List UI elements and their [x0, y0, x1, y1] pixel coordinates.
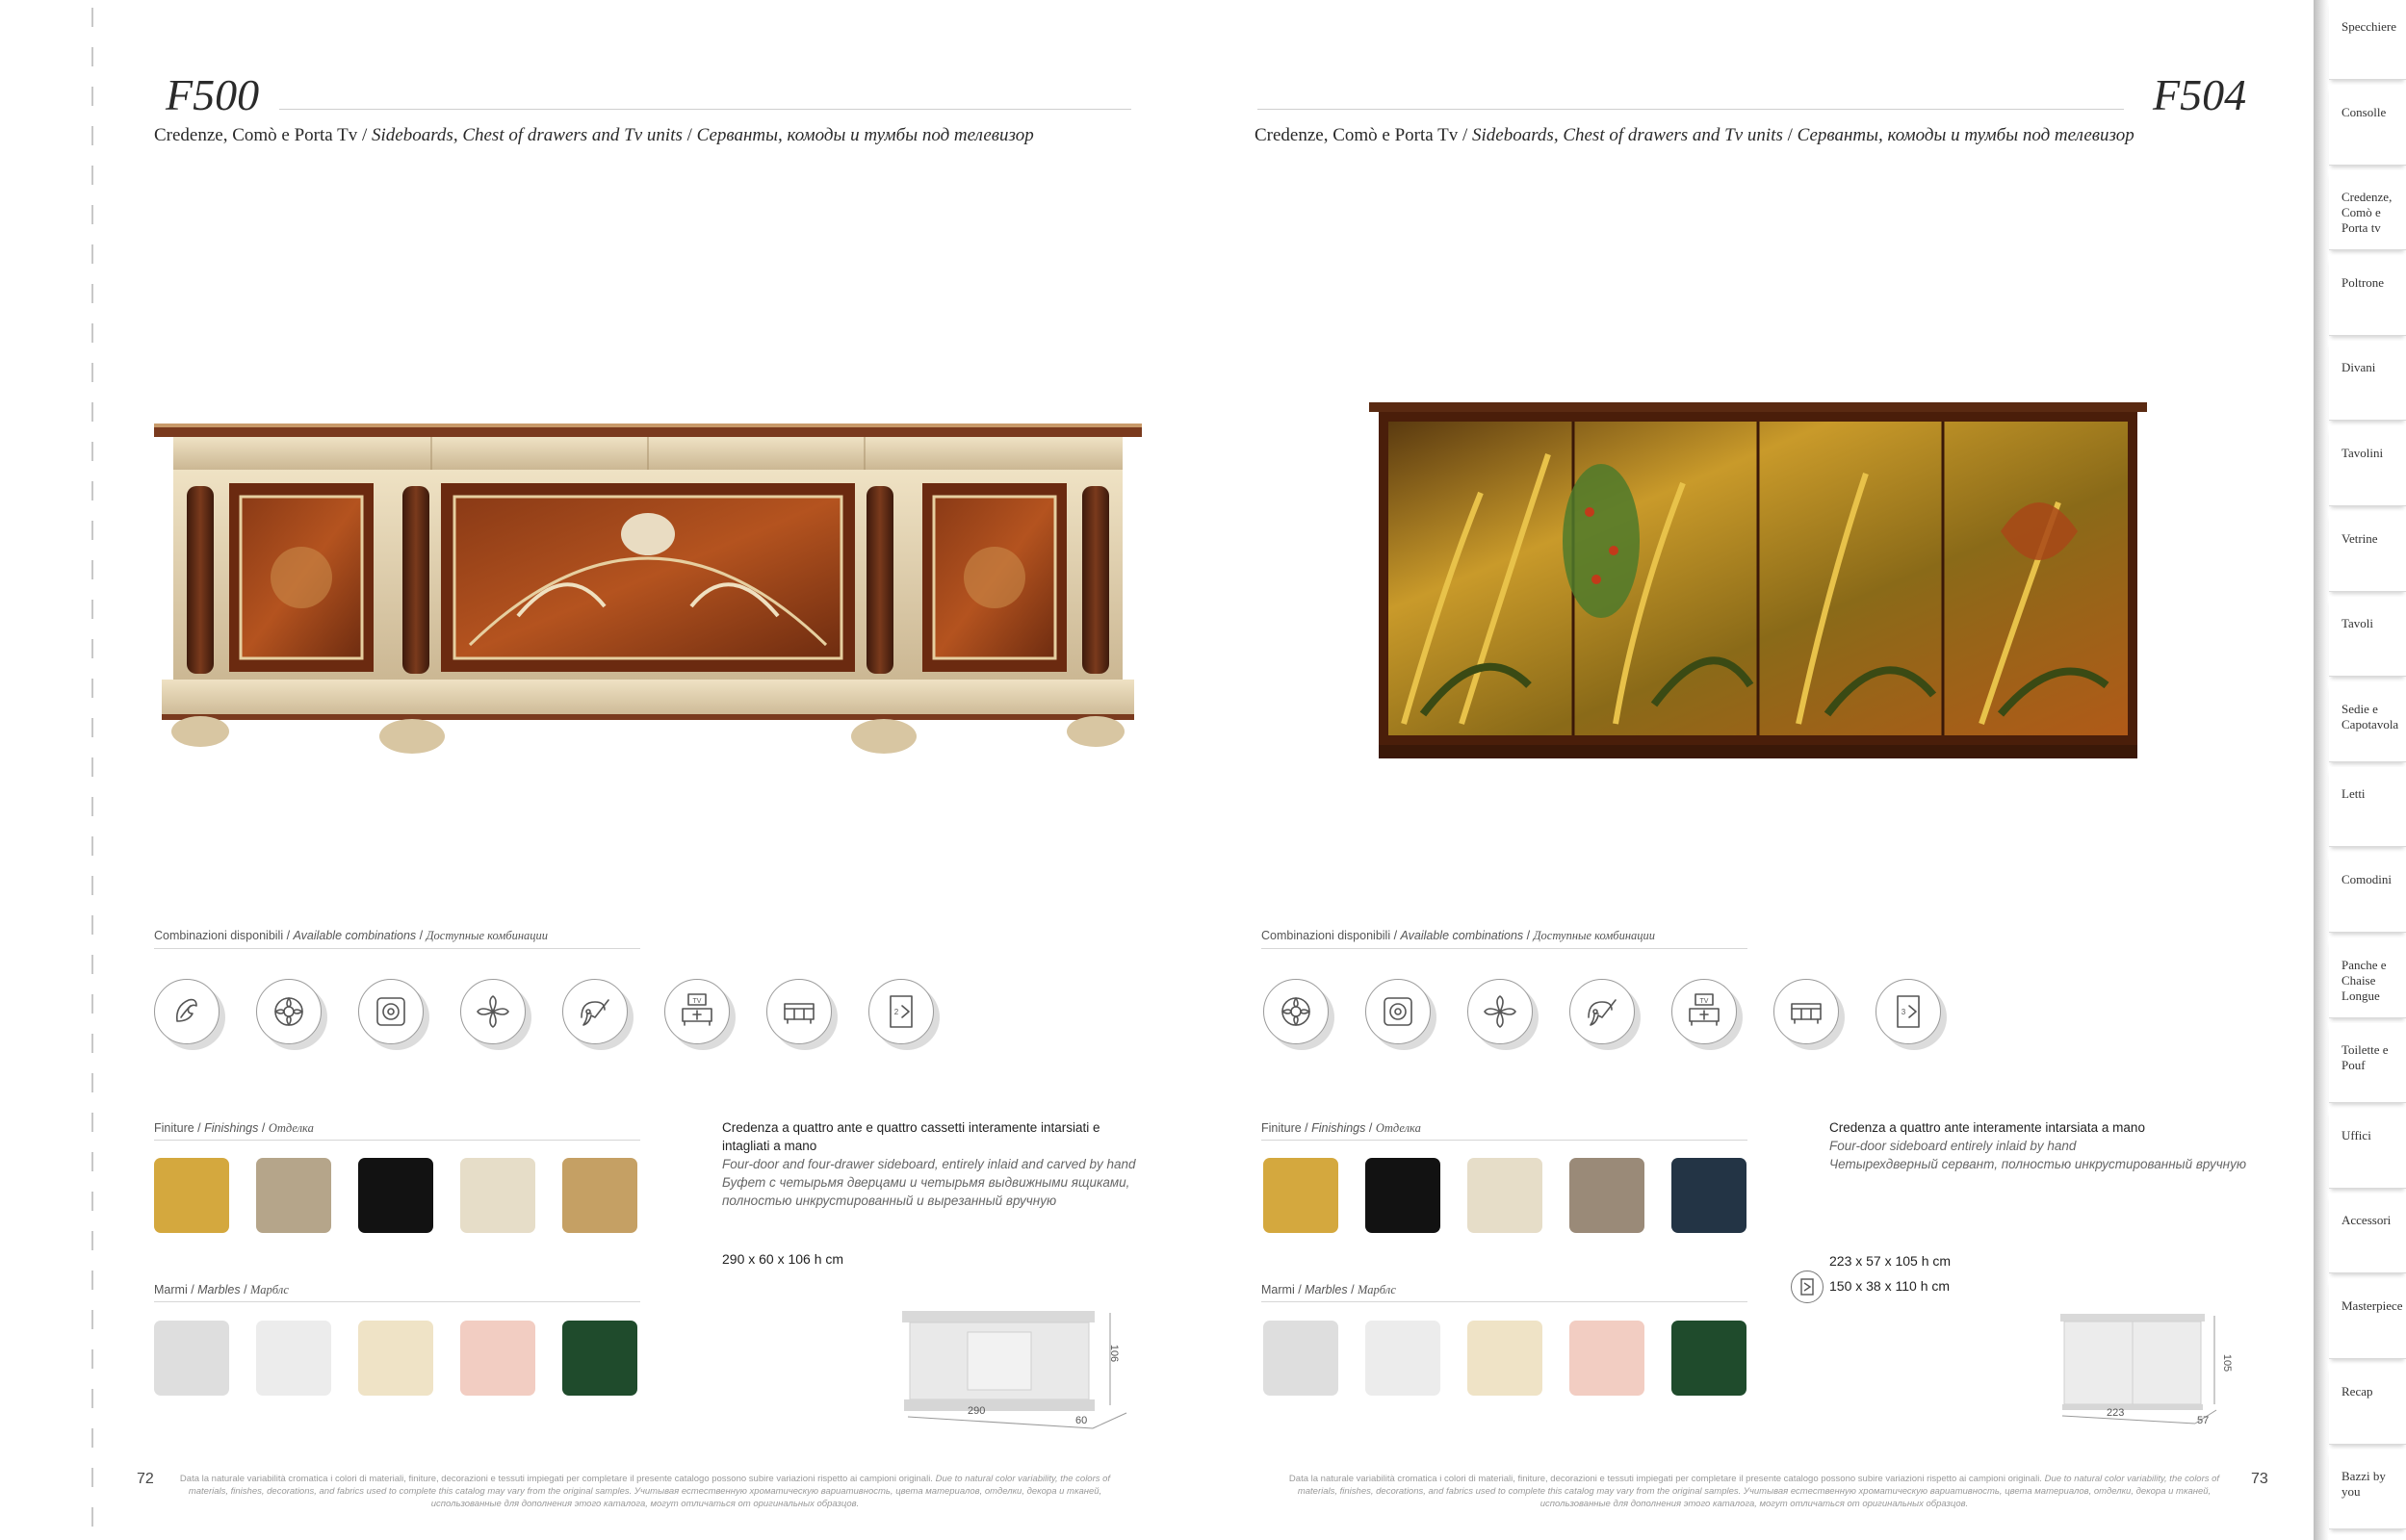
sidebar-shadow [2314, 0, 2329, 1540]
paint-brush-icon [562, 979, 628, 1044]
finish-swatch [460, 1158, 535, 1233]
binding-dash [91, 126, 93, 145]
binding-dash [91, 442, 93, 461]
finishes-rule-right [1261, 1140, 1747, 1141]
finish-swatch [1671, 1158, 1746, 1233]
binding-dash [91, 1507, 93, 1527]
sideboard-icon [766, 979, 832, 1044]
sketch-width-label-right: 223 [2107, 1407, 2125, 1419]
sidebar-tab[interactable] [2329, 938, 2406, 1018]
marble-swatch [562, 1321, 637, 1396]
subtitle-right: Credenze, Comò e Porta Tv / Sideboards, Chest of drawers and Tv units / Серванты, комоды и тумбы под телевизор [1255, 125, 2134, 145]
product-description-right [1829, 1118, 2253, 1173]
square-rosette-icon [1365, 979, 1431, 1044]
sidebar-tab[interactable] [2329, 1450, 2406, 1529]
sketch-depth-label-right: 57 [2197, 1415, 2210, 1426]
binding-dash [91, 718, 93, 737]
sidebar-tab-label: Divani [2341, 360, 2376, 375]
binding-dash [91, 955, 93, 974]
square-rosette-icon [358, 979, 424, 1044]
dimension-sketch-f500 [891, 1299, 1146, 1434]
marbles-rule-left [154, 1301, 640, 1302]
binding-dash [91, 679, 93, 698]
marble-swatch [1467, 1321, 1542, 1396]
binding-dash [91, 244, 93, 264]
paint-brush-icon [1569, 979, 1635, 1044]
binding-dash [91, 639, 93, 658]
sidebar-tab[interactable] [2329, 86, 2406, 166]
finishes-label-left: Finiture / Finishings / Отделка [154, 1121, 314, 1135]
sidebar-tab-label: Sedie e Capotavola [2341, 701, 2399, 732]
binding-dash [91, 87, 93, 106]
binding-dash [91, 402, 93, 422]
three-door-module-icon [1876, 979, 1941, 1044]
binding-dash [91, 1192, 93, 1211]
binding-dash [91, 166, 93, 185]
binding-dash [91, 521, 93, 540]
sidebar-tab-label: Specchiere [2341, 19, 2397, 34]
sketch-depth-label-left: 60 [1075, 1415, 1088, 1426]
page-binding-marks [91, 0, 95, 1540]
description-ru: Буфет с четырьмя дверцами и четырьмя выдвижными ящиками, полностью инкрустированный и вырезанный вручную [722, 1175, 1130, 1208]
combinations-label-right: Combinazioni disponibili / Available combinations / Доступные комбинации [1261, 929, 1656, 942]
binding-dash [91, 994, 93, 1014]
svg-text:TV: TV [1699, 998, 1709, 1005]
product-image-f504 [1365, 397, 2150, 767]
sidebar-tab[interactable] [2329, 853, 2406, 933]
binding-dash [91, 47, 93, 66]
sidebar-tab-label: Panche e Chaise Longue [2341, 957, 2387, 1003]
finishes-rule-left [154, 1140, 640, 1141]
sidebar-tab[interactable] [2329, 0, 2406, 80]
finish-swatch [1569, 1158, 1644, 1233]
combinations-rule-left [154, 948, 640, 949]
sidebar-tab[interactable] [2329, 1365, 2406, 1445]
marble-swatch [1365, 1321, 1440, 1396]
title-rule-left [279, 109, 1131, 110]
subtitle-left: Credenze, Comò e Porta Tv / Sideboards, Chest of drawers and Tv units / Серванты, комоды и тумбы под телевизор [154, 125, 1034, 145]
svg-text:3: 3 [1901, 1008, 1906, 1016]
description-it: Credenza a quattro ante interamente intarsiata a mano [1829, 1120, 2145, 1135]
sidebar-tab-label: Tavoli [2341, 616, 2374, 631]
carved-leaf-icon [154, 979, 220, 1044]
dimensions-right: 223 x 57 x 105 h cm [1829, 1253, 1952, 1269]
sidebar-tab-label: Tavolini [2341, 446, 2384, 460]
binding-dash [91, 915, 93, 935]
disclaimer-left: Data la naturale variabilità cromatica i colori di materiali, finiture, decorazioni e tessuti impiegati per completare il presente catalogo possono subire variazioni rispetto ai campioni originali. Due to natural color variability, the colors of materials, finishes, decorations, and fabrics used to complete this catalog may vary from the original samples. Учитывая естественную хроматическую вариативность, цвета материалов, отделки, декора и тканей, использованные для дополнения этого каталога, могут отличаться от оригинальных образцов. [179, 1474, 1111, 1509]
sidebar-tab[interactable] [2329, 256, 2406, 336]
tv-unit-icon [664, 979, 730, 1044]
sidebar-tab[interactable] [2329, 1109, 2406, 1189]
sketch-height-label-right: 105 [2221, 1353, 2234, 1373]
category-index-sidebar [2314, 0, 2406, 1540]
marble-swatch [1671, 1321, 1746, 1396]
sidebar-tab-label: Consolle [2341, 104, 2387, 119]
marble-swatch [154, 1321, 229, 1396]
binding-dash [91, 1468, 93, 1487]
sidebar-tab-label: Recap [2341, 1383, 2373, 1399]
sidebar-tab[interactable] [2329, 767, 2406, 847]
finish-swatch [154, 1158, 229, 1233]
flower-inlay-icon [1467, 979, 1533, 1044]
sidebar-tab-label: Comodini [2341, 872, 2393, 886]
finish-swatch [562, 1158, 637, 1233]
binding-dash [91, 481, 93, 500]
flower-inlay-icon [460, 979, 526, 1044]
sidebar-tab-label: Bazzi by you [2341, 1469, 2386, 1500]
marbles-label-left: Marmi / Marbles / Марблс [154, 1283, 289, 1296]
marble-swatch [1569, 1321, 1644, 1396]
sidebar-tab-label: Vetrine [2341, 530, 2378, 546]
two-door-module-icon [868, 979, 934, 1044]
binding-dash [91, 876, 93, 895]
product-image-f500 [152, 414, 1144, 770]
binding-dash [91, 1389, 93, 1408]
binding-dash [91, 600, 93, 619]
sidebar-tab[interactable] [2329, 512, 2406, 592]
marbles-label-right: Marmi / Marbles / Марблс [1261, 1283, 1396, 1296]
dimensions-left: 290 x 60 x 106 h cm [722, 1251, 844, 1267]
finishes-label-right: Finiture / Finishings / Отделка [1261, 1121, 1421, 1135]
sidebar-tab[interactable] [2329, 426, 2406, 506]
page-number-right: 73 [2251, 1471, 2268, 1487]
binding-dash [91, 1034, 93, 1053]
description-en: Four-door sideboard entirely inlaid by hand [1829, 1139, 2077, 1153]
binding-dash [91, 1428, 93, 1448]
finish-swatch [1365, 1158, 1440, 1233]
binding-dash [91, 1349, 93, 1369]
sidebar-tab-label: Toilette e Pouf [2341, 1042, 2389, 1073]
sidebar-tab[interactable] [2329, 682, 2406, 762]
sidebar-tab[interactable] [2329, 170, 2406, 250]
sketch-height-label-left: 106 [1108, 1344, 1121, 1363]
sidebar-tab[interactable] [2329, 341, 2406, 421]
marble-swatch [1263, 1321, 1338, 1396]
binding-dash [91, 1152, 93, 1171]
binding-dash [91, 1073, 93, 1092]
finish-swatch [358, 1158, 433, 1233]
sidebar-tab-label: Accessori [2341, 1213, 2392, 1228]
sidebar-tab-label: Letti [2341, 786, 2366, 802]
tv-unit-icon [1671, 979, 1737, 1044]
finish-swatch [256, 1158, 331, 1233]
combinations-label-left: Combinazioni disponibili / Available combinations / Доступные комбинации [154, 929, 549, 942]
small-door-module-icon [1791, 1270, 1824, 1303]
sidebar-tab-label: Credenze, Comò e Porta tv [2341, 190, 2393, 236]
title-rule-right [1257, 109, 2124, 110]
binding-dash [91, 323, 93, 343]
description-it: Credenza a quattro ante e quattro cassetti interamente intarsiati e intagliati a mano [722, 1120, 1100, 1153]
svg-text:TV: TV [692, 998, 702, 1005]
combinations-rule-right [1261, 948, 1747, 949]
binding-dash [91, 560, 93, 579]
dimension-sketch-f504 [2051, 1304, 2224, 1429]
marbles-rule-right [1261, 1301, 1747, 1302]
binding-dash [91, 797, 93, 816]
finish-swatch [1263, 1158, 1338, 1233]
sidebar-tab[interactable] [2329, 1279, 2406, 1359]
sidebar-tab[interactable] [2329, 597, 2406, 677]
disclaimer-right: Data la naturale variabilità cromatica i colori di materiali, finiture, decorazioni e tessuti impiegati per completare il presente catalogo possono subire variazioni rispetto ai campioni originali. Due to natural color variability, the colors of materials, finishes, decorations, and fabrics used to complete this catalog may vary from the original samples. Учитывая естественную хроматическую вариативность, цвета материалов, отделки, декора и тканей, использованные для дополнения этого каталога, могут отличаться от оригинальных образцов. [1288, 1474, 2220, 1509]
binding-dash [91, 284, 93, 303]
binding-dash [91, 363, 93, 382]
marble-swatch [358, 1321, 433, 1396]
dimensions-alt-right: 150 x 38 x 110 h cm [1829, 1278, 1951, 1294]
binding-dash [91, 8, 93, 27]
description-en: Four-door and four-drawer sideboard, entirely inlaid and carved by hand [722, 1157, 1136, 1171]
binding-dash [91, 205, 93, 224]
binding-dash [91, 836, 93, 856]
page-title-right: F504 [2153, 70, 2247, 119]
svg-text:2: 2 [893, 1008, 899, 1016]
description-ru: Четырехдверный сервант, полностью инкрустированный вручную [1829, 1157, 2247, 1171]
binding-dash [91, 1113, 93, 1132]
page-title-left: F500 [166, 70, 260, 119]
rosette-icon [1263, 979, 1329, 1044]
marble-swatch [256, 1321, 331, 1396]
binding-dash [91, 1310, 93, 1329]
sidebar-tab[interactable] [2329, 1023, 2406, 1103]
sidebar-tab-label: Masterpiece [2341, 1298, 2403, 1313]
rosette-icon [256, 979, 322, 1044]
binding-dash [91, 1270, 93, 1290]
marble-swatch [460, 1321, 535, 1396]
product-description-left [722, 1118, 1146, 1210]
sidebar-tab-label: Uffici [2341, 1127, 2371, 1142]
sidebar-tab[interactable] [2329, 1194, 2406, 1273]
binding-dash [91, 1231, 93, 1250]
binding-dash [91, 757, 93, 777]
sidebar-tab-label: Poltrone [2341, 274, 2385, 290]
page-number-left: 72 [137, 1471, 154, 1487]
finish-swatch [1467, 1158, 1542, 1233]
sideboard-icon [1773, 979, 1839, 1044]
sketch-width-label-left: 290 [968, 1405, 986, 1417]
